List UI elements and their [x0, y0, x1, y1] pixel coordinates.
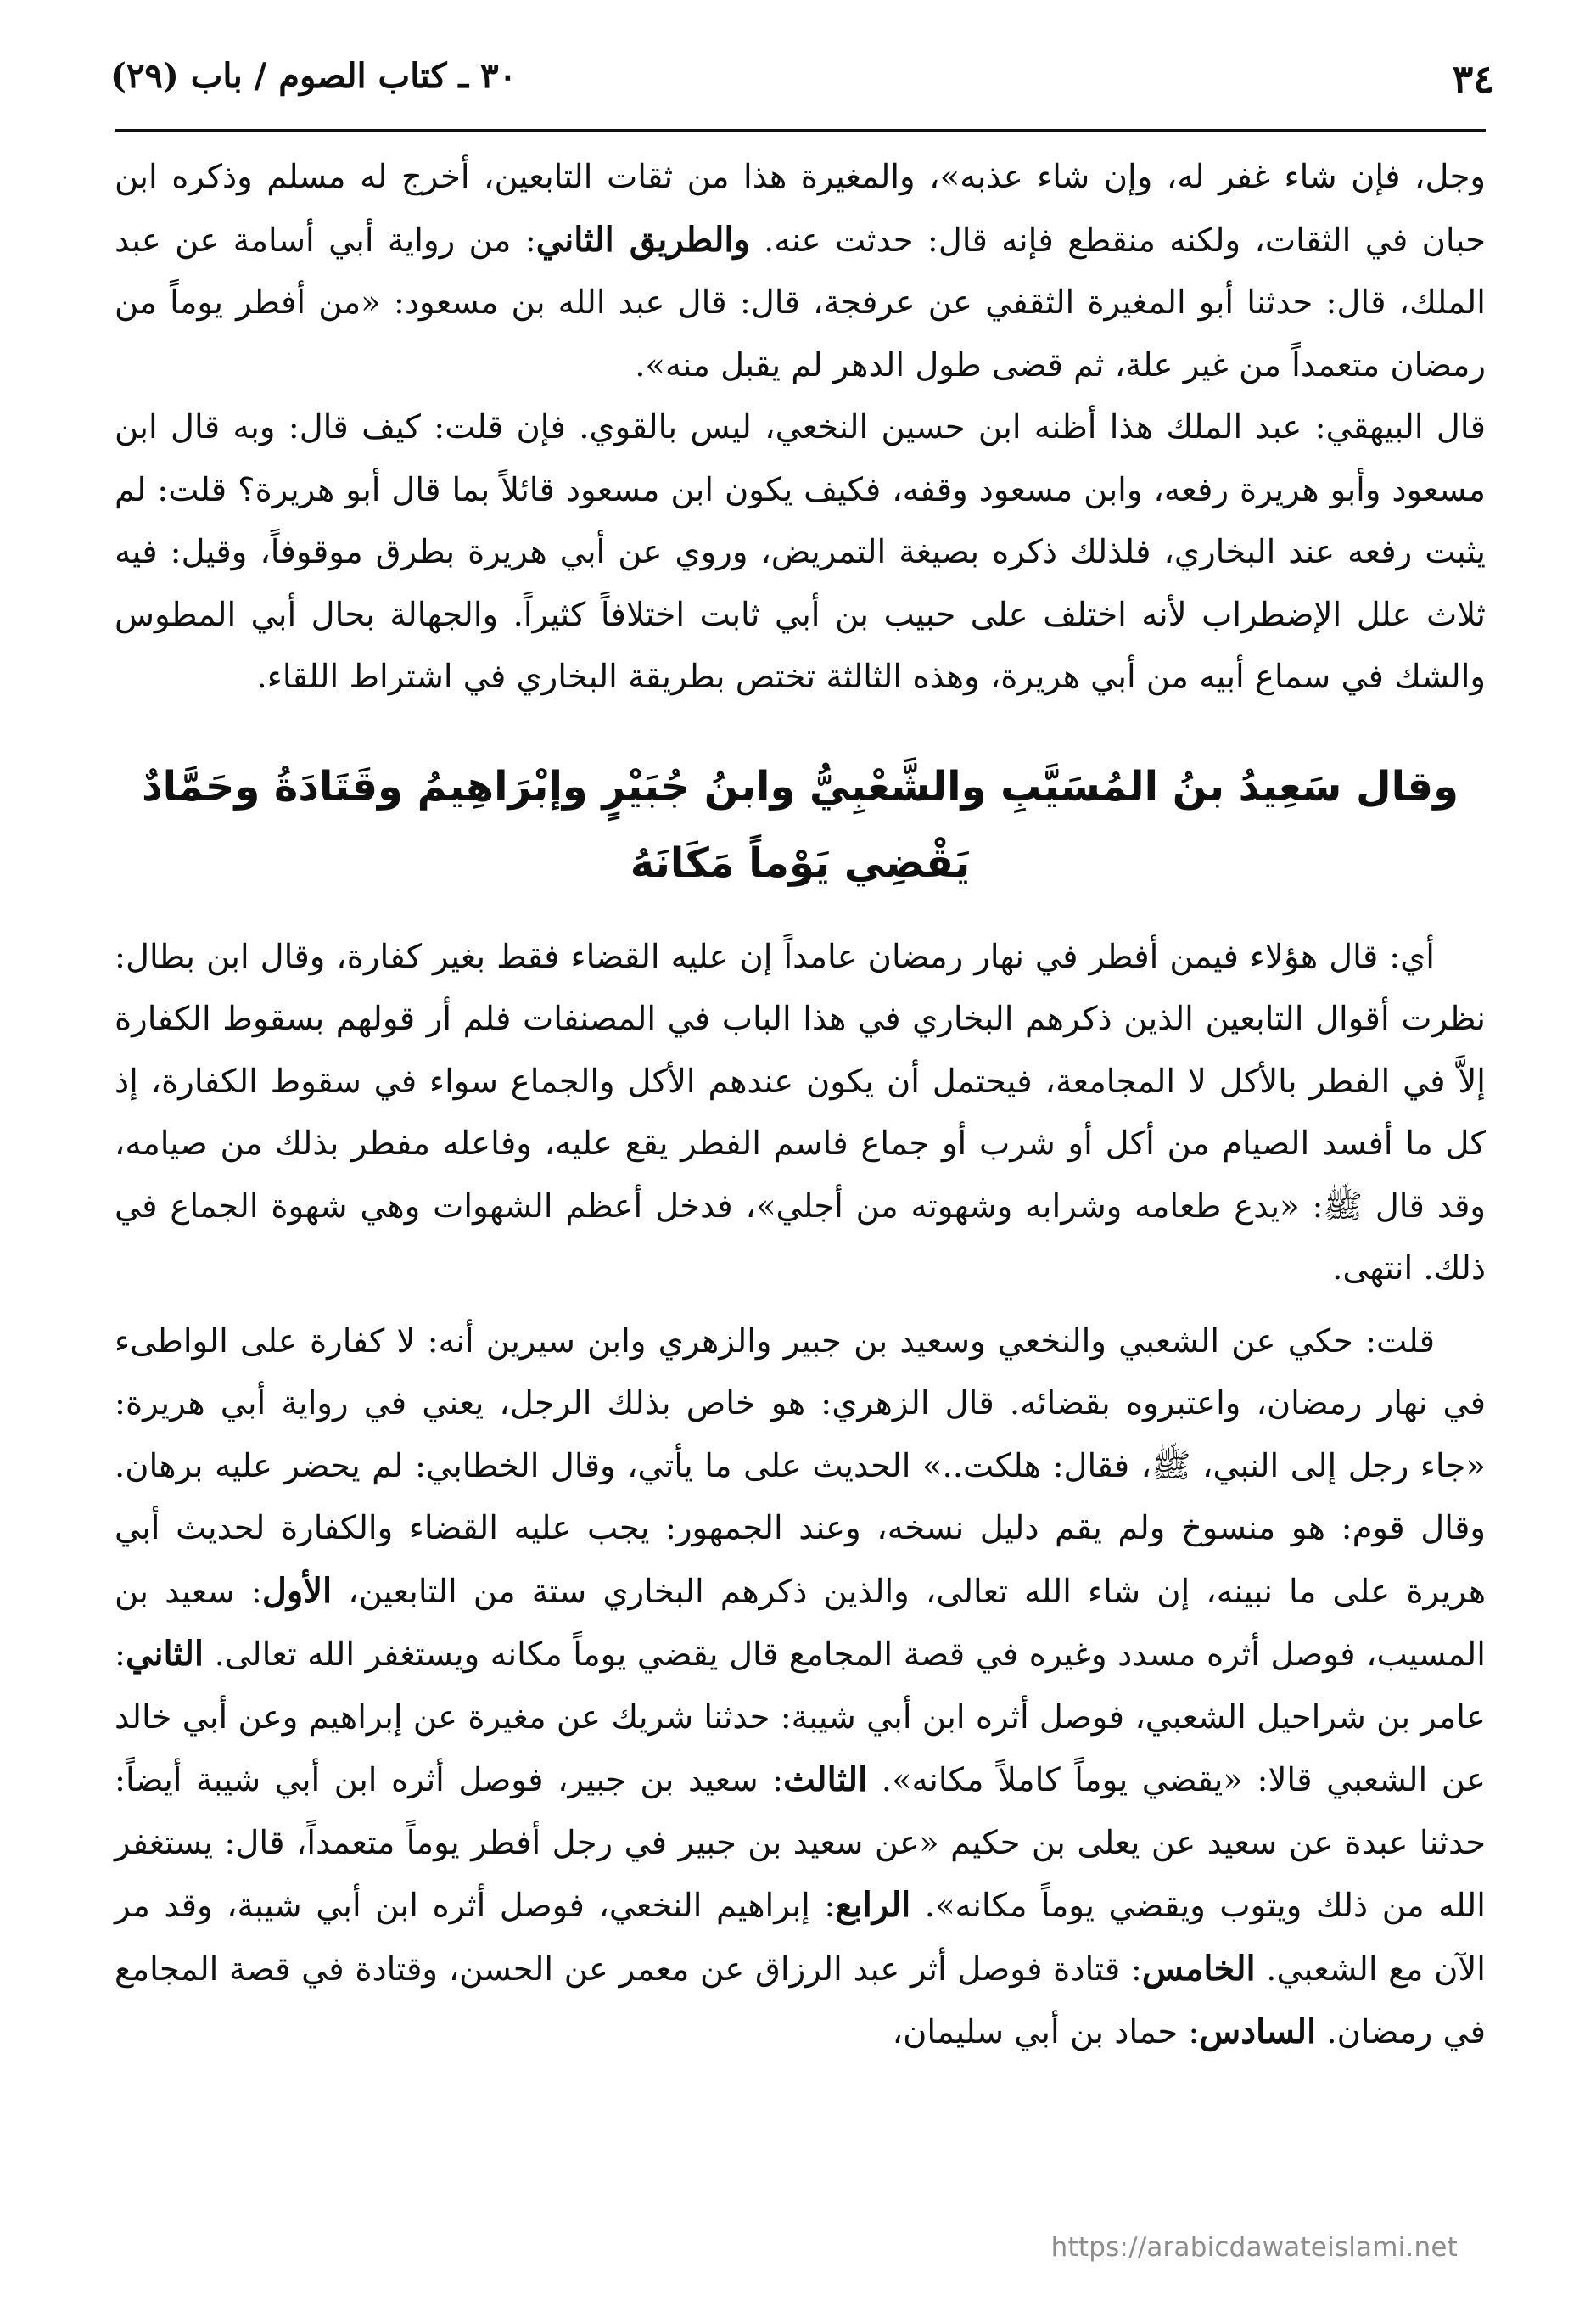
- bold-term: الرابع: [835, 1885, 911, 1925]
- bold-term: الثالث: [783, 1759, 868, 1799]
- page-number: ٣٤: [1452, 56, 1494, 102]
- bold-term: والطريق الثاني: [535, 219, 750, 260]
- bold-term: الثاني: [125, 1634, 204, 1674]
- header-rule: [115, 129, 1486, 132]
- running-title: ٣٠ ـ كتاب الصوم / باب (٢٩): [110, 56, 518, 96]
- page-header: [110, 53, 1494, 112]
- paragraph-4: [115, 1310, 1486, 2064]
- text-run: : إبراهيم النخعي، فوصل أثره ابن أبي شيبة، وقد مر الآن مع الشعبي.: [115, 1887, 1486, 1989]
- text-run: : عامر بن شراحيل الشعبي، فوصل أثره ابن أبي شيبة: حدثنا شريك عن مغيرة عن إبراهيم وعن أبي خالد عن الشعبي قالا: «يقضي يوماً كاملاً مكانه».: [115, 1636, 1486, 1799]
- text-run: قلت: حكي عن الشعبي والنخعي وسعيد بن جبير والزهري وابن سيرين أنه: لا كفارة على الواطىء في نهار رمضان، واعتبروه بقضائه. قال الزهري: هو خاص بذلك الرجل، يعني في رواية أبي هريرة: «جاء رجل إلى النبي، ﷺ، فقال: هلكت..» الحديث على ما يأتي، وقال الخطابي: لم يحضر عليه برهان. وقال قوم: هو منسوخ ولم يقم دليل نسخه، وعند الجمهور: يجب عليه القضاء والكفارة لحديث أبي هريرة على ما نبينه، إن شاء الله تعالى، والذين ذكرهم البخاري ستة من التابعين،: [115, 1321, 1486, 1611]
- heading-line-1: وقال سَعِيدُ بنُ المُسَيَّبِ والشَّعْبِيُّ وابنُ جُبَيْرٍ وإبْرَاهِيمُ وقَتَادَةُ وحَمَّادٌ: [142, 762, 1459, 811]
- text-run: : سعيد بن جبير، فوصل أثره ابن أبي شيبة أيضاً: حدثنا عبدة عن سعيد عن يعلى بن حكيم «عن سعيد بن جبير في رجل أفطر يوماً متعمداً، قال: يستغفر الله من ذلك ويتوب ويقضي يوماً مكانه».: [115, 1761, 1486, 1925]
- text-run: أي: قال هؤلاء فيمن أفطر في نهار رمضان عامداً إن عليه القضاء فقط بغير كفارة، وقال ابن بطال: نظرت أقوال التابعين الذين ذكرهم البخاري في هذا الباب في المصنفات فلم أر قولهم بسقوط الكفارة إلاَّ في الفطر بالأكل لا المجامعة، فيحتمل أن يكون عندهم الأكل والجماع سواء في سقوط الكفارة، إذ كل ما أفسد الصيام من أكل أو شرب أو جماع فاسم الفطر يقع عليه، وفاعله مفطر بذلك من صيامه، وقد قال ﷺ: «يدع طعامه وشرابه وشهوته من أجلي»، فدخل أعظم الشهوات وهي شهوة الجماع في ذلك. انتهى.: [115, 937, 1486, 1288]
- site-watermark: https://arabicdawateislami.net: [1050, 2232, 1458, 2263]
- text-run: : من رواية أبي أسامة عن عبد الملك، قال: حدثنا أبو المغيرة الثقفي عن عرفجة، قال: قال عبد الله بن مسعود: «من أفطر يوماً من رمضان متعمداً من غير علة، ثم قضى طول الدهر لم يقبل منه».: [115, 221, 1486, 384]
- text-run: قال البيهقي: عبد الملك هذا أظنه ابن حسين النخعي، ليس بالقوي. فإن قلت: كيف قال: وبه قال ابن مسعود وأبو هريرة رفعه، وابن مسعود وقفه، فكيف يكون ابن مسعود قائلاً بما قال أبو هريرة؟ قلت: لم يثبت رفعه عند البخاري، فلذلك ذكره بصيغة التمريض، وروي عن أبي هريرة بطرق موقوفاً، وقيل: فيه ثلاث علل الإضطراب لأنه اختلف على حبيب بن أبي ثابت اختلافاً كثيراً. والجهالة بحال أبي المطوس والشك في سماع أبيه من أبي هريرة، وهذه الثالثة تختص بطريقة البخاري في اشتراط اللقاء.: [115, 408, 1486, 696]
- paragraph-3: [115, 926, 1486, 1300]
- bold-term: الأول: [261, 1570, 333, 1611]
- text-run: : سعيد بن المسيب، فوصل أثره مسدد وغيره في قصة المجامع قال يقضي يوماً مكانه ويستغفر الله تعالى.: [115, 1572, 1486, 1674]
- chapter-heading: [115, 744, 1486, 897]
- paragraph-1: [115, 146, 1486, 396]
- page-body: [115, 146, 1486, 2064]
- text-run: : حماد بن أبي سليمان،: [892, 2013, 1200, 2051]
- paragraph-2: [115, 396, 1486, 709]
- heading-line-2: يَقْضِي يَوْماً مَكَانَهُ: [630, 839, 971, 887]
- bold-term: الخامس: [1141, 1948, 1256, 1989]
- text-run: وجل، فإن شاء غفر له، وإن شاء عذبه»، والمغيرة هذا من ثقات التابعين، أخرج له مسلم وذكره ابن حبان في الثقات، ولكنه منقطع فإنه قال: حدثت عنه.: [115, 158, 1486, 260]
- bold-term: السادس: [1199, 2011, 1317, 2051]
- text-run: : قتادة فوصل أثر عبد الرزاق عن معمر عن الحسن، وقتادة في قصة المجامع في رمضان.: [115, 1950, 1486, 2051]
